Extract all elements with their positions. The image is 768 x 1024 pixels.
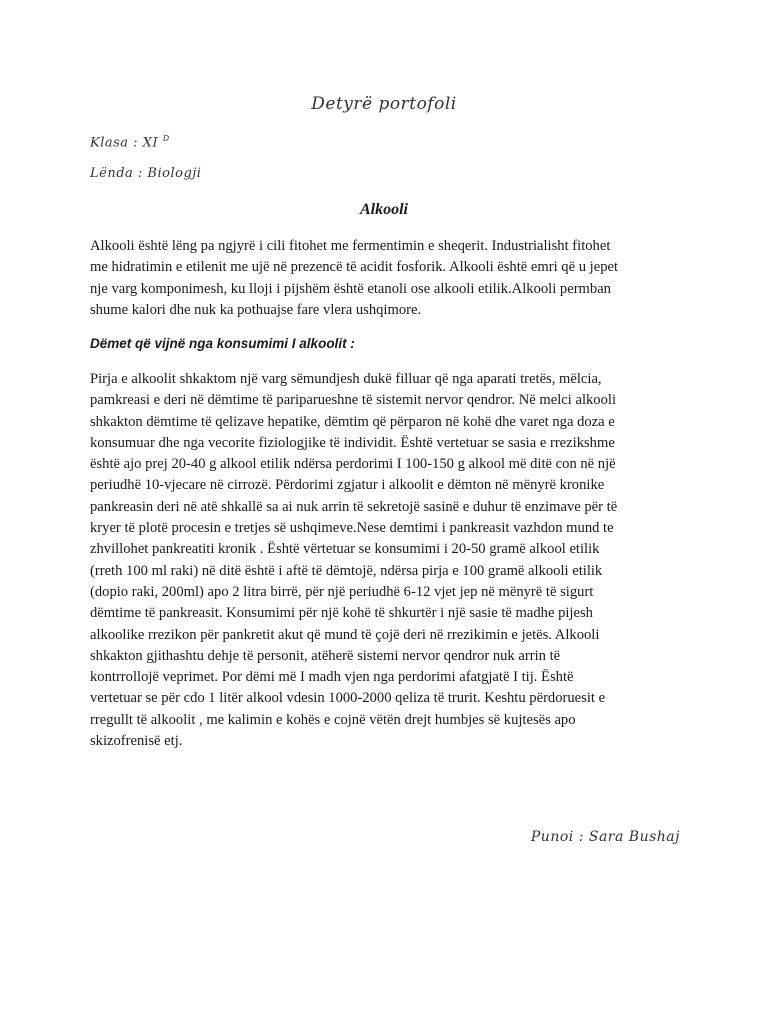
- signature: Punoi : Sara Bushaj: [530, 829, 680, 845]
- section-heading: Alkooli: [359, 201, 408, 218]
- damages-subheading: Dëmet që vijnë nga konsumimi I alkoolit :: [90, 336, 355, 351]
- class-superscript: D: [162, 134, 170, 143]
- body-paragraph: Pirja e alkoolit shkaktom një varg sëmundjesh dukë filluar që nga aparati tretës, mëlcia, pamkreasi e deri në dëmtime të pariparueshne të sistemit nervor qendror. Në melci alkooli shkakton dëmtime të qelizave hepatike, dëmtim që përparon në kohë dhe varet nga doza e konsumuar dhe nga vecorite fiziologjike të individit. Është vertetuar se sasia e rrezikshme është ajo prej 20-40 g alkool etilik ndërsa perdorimi I 100-150 g alkool më ditë con në një periudhë 10-vjecare në cirrozë. Përdorimi zgjatur i alkoolit e dëmton në mënyrë kronike pankreasin deri në atë shkallë sa ai nuk arrin të sekretojë sasinë e duhur të enzimave për të kryer të plotë procesin e tretjes së ushqimeve.Nese demtimi i pankreasit vazhdon mund te zhvillohet pankreatiti kronik . Është vërtetuar se konsumimi i 20-50 gramë alkool etilik (rreth 100 ml raki) në ditë është i aftë të dëmtojë, ndërsa pirja e 100 gramë alkooli etilik (dopio raki, 200ml) apo 2 litra birrë, për një periudhë 6-12 vjet jep në mënyrë të sigurt dëmtime të pankreasit. Konsumimi për një kohë të shkurtër i një sasie të madhe pijesh alkoolike rrezikon për pankretit akut që mund të çojë deri në rrezikimin e jetës. Alkooli shkakton gjithashtu dehje të personit, atëherë sistemi nervor qendror nuk arrin të kontrrollojë veprimet. Por dëmi më I madh vjen nga perdorimi afatgjatë I tij. Është vertetuar se për cdo 1 litër alkool vdesin 1000-2000 qeliza të trurit. Keshtu përdoruesit e rregullt të alkoolit , me kalimin e kohës e cojnë vëtën drejt humbjes së kujtesës apo skizofrenisë etj.: [90, 371, 618, 750]
- intro-paragraph: Alkooli është lëng pa ngjyrë i cili fitohet me fermentimin e sheqerit. Industrialisht fitohet me hidratimin e etilenit me ujë në prezencë të acidit fosforik. Alkooli është emri që u jepet nje varg komponimesh, ku lloji i pijshëm është etanoli ose alkooli etilik.Alkooli permban shume kalori dhe nuk ka pothuajse fare vlera ushqimore.: [90, 238, 619, 318]
- class-label: Klasa : XI: [90, 135, 159, 151]
- class-line: [90, 134, 170, 150]
- subject-line: Lënda : Biologji: [90, 166, 202, 181]
- document-title: Detyrë portofoli: [311, 94, 457, 114]
